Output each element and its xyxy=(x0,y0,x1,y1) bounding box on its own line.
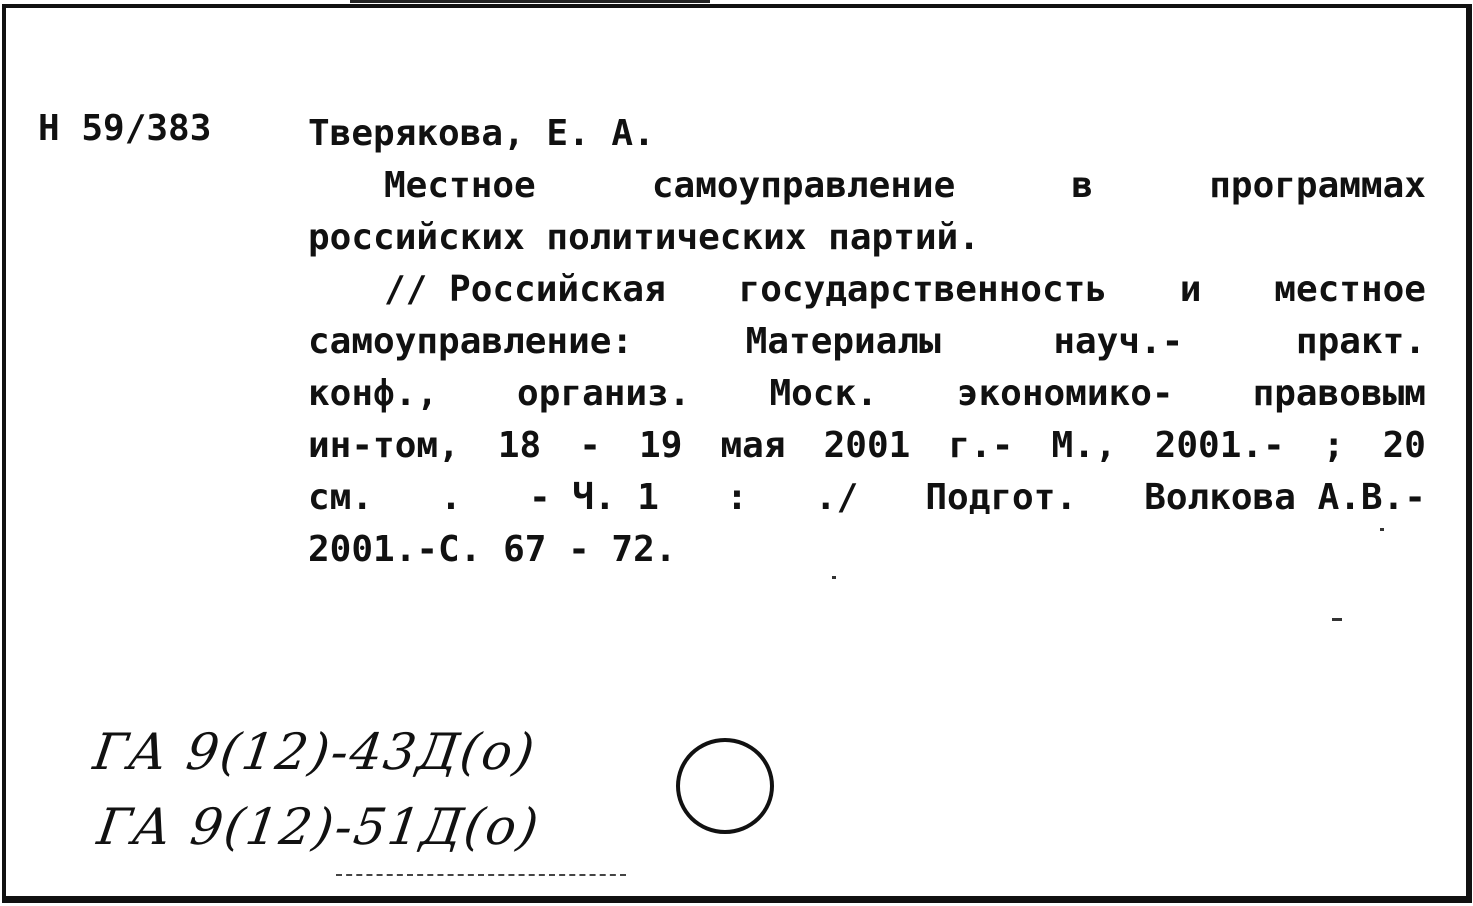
handwritten-classification-2: ГА 9(12)-51Д(о) xyxy=(93,798,544,856)
word: - Ч. 1 xyxy=(528,477,659,518)
source-line-1 xyxy=(308,264,1426,316)
word: ; xyxy=(1322,425,1345,466)
card-top-edge xyxy=(350,0,710,3)
word: практ. xyxy=(1295,321,1426,362)
source-line-4 xyxy=(308,420,1426,472)
title-line-2: российских политических партий. xyxy=(308,217,980,258)
word: г.- xyxy=(948,425,1014,466)
word: Местное xyxy=(384,165,536,206)
ink-speck xyxy=(1380,528,1384,531)
word: М., xyxy=(1051,425,1117,466)
word: государственность xyxy=(738,269,1108,310)
ink-speck xyxy=(1332,618,1342,621)
word: Моск. xyxy=(769,373,878,414)
word: в xyxy=(1071,165,1094,206)
title-line-1 xyxy=(308,160,1426,212)
word: экономико- xyxy=(956,373,1174,414)
word: программах xyxy=(1209,165,1426,206)
source-line-6: 2001.-С. 67 - 72. xyxy=(308,529,677,570)
word: - xyxy=(579,425,601,466)
word: Материалы xyxy=(745,321,941,362)
word: правовым xyxy=(1252,373,1426,414)
bibliographic-entry xyxy=(308,108,1426,576)
word: . xyxy=(440,477,462,518)
word: мая xyxy=(720,425,786,466)
word: науч.- xyxy=(1053,321,1184,362)
shelfmark: Н 59/383 xyxy=(38,108,212,149)
word: Волкова А.В.- xyxy=(1144,477,1426,518)
word: ин-том, xyxy=(308,425,460,466)
punch-hole xyxy=(676,738,774,834)
word: Подгот. xyxy=(925,477,1078,518)
handwritten-underline xyxy=(336,874,626,876)
word: местное xyxy=(1274,269,1426,310)
word: 2001 xyxy=(823,425,911,466)
word: организ. xyxy=(517,373,691,414)
word: 20 xyxy=(1382,425,1426,466)
word: см. xyxy=(308,477,374,518)
author-heading: Тверякова, Е. А. xyxy=(308,113,655,154)
word: самоуправление xyxy=(651,165,956,206)
word: самоуправление: xyxy=(308,321,634,362)
source-line-3 xyxy=(308,368,1426,420)
source-line-5 xyxy=(308,472,1426,524)
word: конф., xyxy=(308,373,439,414)
ink-speck xyxy=(832,576,836,579)
word: : xyxy=(726,477,748,518)
source-line-2 xyxy=(308,316,1426,368)
word: ./ xyxy=(814,477,859,518)
catalog-card xyxy=(2,4,1472,903)
word: 2001.- xyxy=(1154,425,1285,466)
word: и xyxy=(1179,269,1202,310)
word: // Российская xyxy=(384,269,666,310)
word: 18 xyxy=(497,425,542,466)
handwritten-classification-1: ГА 9(12)-43Д(о) xyxy=(89,723,540,781)
word: 19 xyxy=(639,425,683,466)
